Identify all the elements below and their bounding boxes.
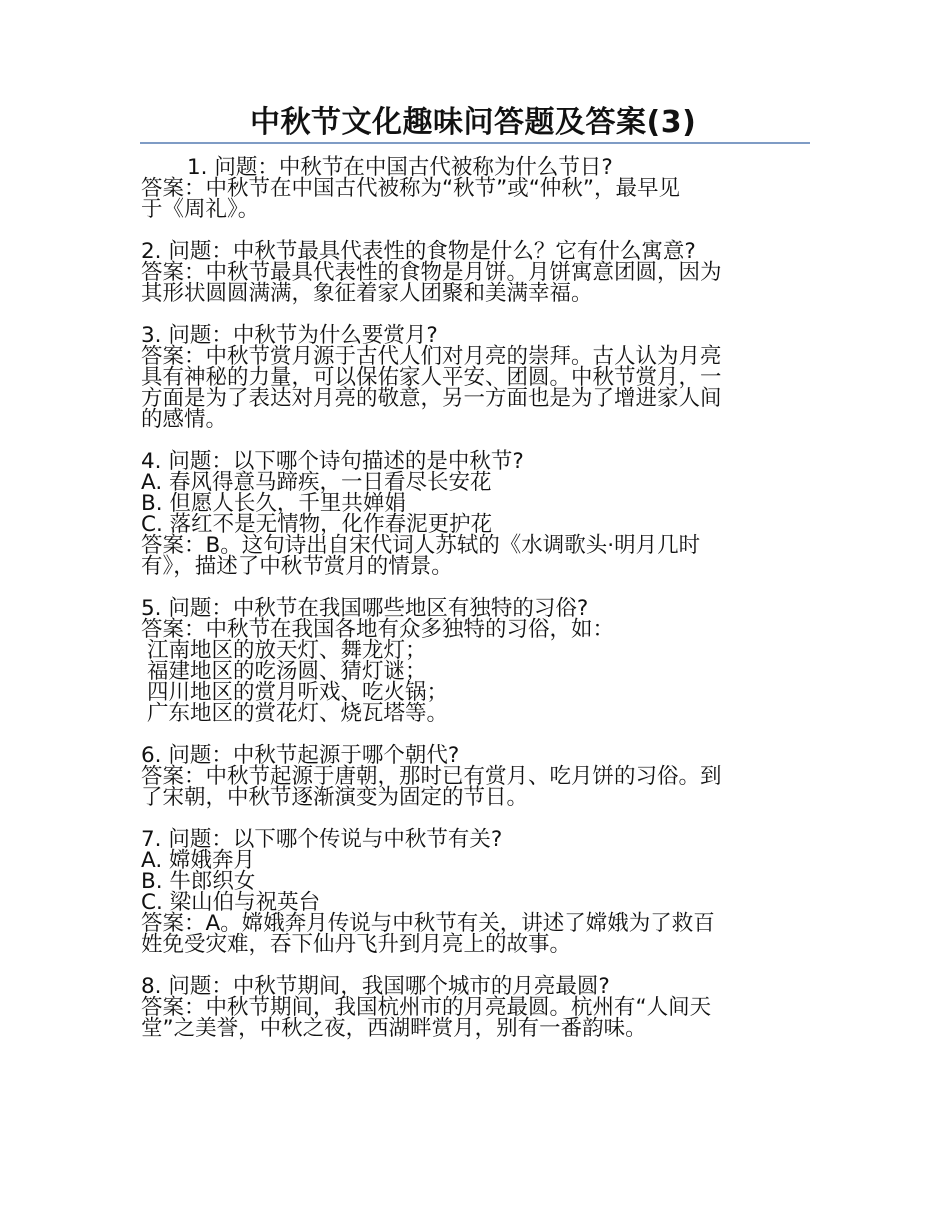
qa-item-5 xyxy=(141,598,811,724)
custom-line: 四川地区的赏月听戏、吃火锅； xyxy=(147,680,449,705)
answer-line: 方面是为了表达对月亮的敬意，另一方面也是为了增进家人间 xyxy=(141,386,722,411)
answer-line: 于《周礼》。 xyxy=(141,197,260,222)
question-line: 5. 问题：中秋节在我国哪些地区有独特的习俗? xyxy=(141,596,589,621)
qa-item-2 xyxy=(141,241,811,304)
answer-line: 答案：中秋节期间，我国杭州市的月亮最圆。杭州有“人间天 xyxy=(141,995,712,1020)
answer-line: 答案：中秋节起源于唐朝，那时已有赏月、吃月饼的习俗。到 xyxy=(141,764,722,789)
answer-line: 堂”之美誉，中秋之夜，西湖畔赏月，别有一番韵味。 xyxy=(141,1016,647,1041)
option-line: A. 春风得意马蹄疾，一日看尽长安花 xyxy=(141,470,492,495)
answer-line: 答案：中秋节在中国古代被称为“秋节”或“仲秋”，最早见 xyxy=(141,176,681,201)
question-line: 7. 问题：以下哪个传说与中秋节有关? xyxy=(141,827,503,852)
answer-line: 了宋朝，中秋节逐渐演变为固定的节日。 xyxy=(141,785,529,810)
answer-line: 其形状圆圆满满，象征着家人团聚和美满幸福。 xyxy=(141,281,593,306)
answer-line: 答案：B。这句诗出自宋代词人苏轼的《水调歌头·明月几时 xyxy=(141,533,701,558)
custom-line: 江南地区的放天灯、舞龙灯； xyxy=(147,638,427,663)
question-line: 4. 问题：以下哪个诗句描述的是中秋节? xyxy=(141,449,524,474)
custom-line: 福建地区的吃汤圆、猜灯谜； xyxy=(147,659,427,684)
qa-content xyxy=(141,157,811,1060)
option-line: C. 梁山伯与祝英台 xyxy=(141,890,321,915)
qa-item-1 xyxy=(141,157,811,220)
question-line: 8. 问题：中秋节期间，我国哪个城市的月亮最圆? xyxy=(141,974,610,999)
qa-item-3 xyxy=(141,325,811,430)
page-title: 中秋节文化趣味问答题及答案(3) xyxy=(250,105,697,140)
answer-line: 姓免受灾难，吞下仙丹飞升到月亮上的故事。 xyxy=(141,932,572,957)
option-line: A. 嫦娥奔月 xyxy=(141,848,255,873)
option-line: C. 落红不是无情物，化作春泥更护花 xyxy=(141,512,493,537)
title-underline xyxy=(140,104,810,144)
question-line: 1. 问题：中秋节在中国古代被称为什么节日? xyxy=(187,155,613,180)
qa-item-8 xyxy=(141,976,811,1039)
qa-item-4 xyxy=(141,451,811,577)
option-line: B. 牛郎织女 xyxy=(141,869,256,894)
custom-line: 广东地区的赏花灯、烧瓦塔等。 xyxy=(147,701,449,726)
answer-line: 答案：中秋节最具代表性的食物是月饼。月饼寓意团圆，因为 xyxy=(141,260,722,285)
option-line: B. 但愿人长久，千里共婵娟 xyxy=(141,491,406,516)
question-line: 3. 问题：中秋节为什么要赏月? xyxy=(141,323,438,348)
qa-item-6 xyxy=(141,745,811,808)
question-line: 2. 问题：中秋节最具代表性的食物是什么？它有什么寓意? xyxy=(141,239,696,264)
answer-line: 答案：中秋节赏月源于古代人们对月亮的崇拜。古人认为月亮 xyxy=(141,344,722,369)
answer-line: 具有神秘的力量，可以保佑家人平安、团圆。中秋节赏月，一 xyxy=(141,365,722,390)
qa-item-7 xyxy=(141,829,811,955)
answer-line: 答案：中秋节在我国各地有众多独特的习俗，如： xyxy=(141,617,615,642)
answer-line: 的感情。 xyxy=(141,407,228,432)
answer-line: 有》，描述了中秋节赏月的情景。 xyxy=(141,554,453,579)
answer-line: 答案：A。嫦娥奔月传说与中秋节有关，讲述了嫦娥为了救百 xyxy=(141,911,715,936)
question-line: 6. 问题：中秋节起源于哪个朝代? xyxy=(141,743,460,768)
